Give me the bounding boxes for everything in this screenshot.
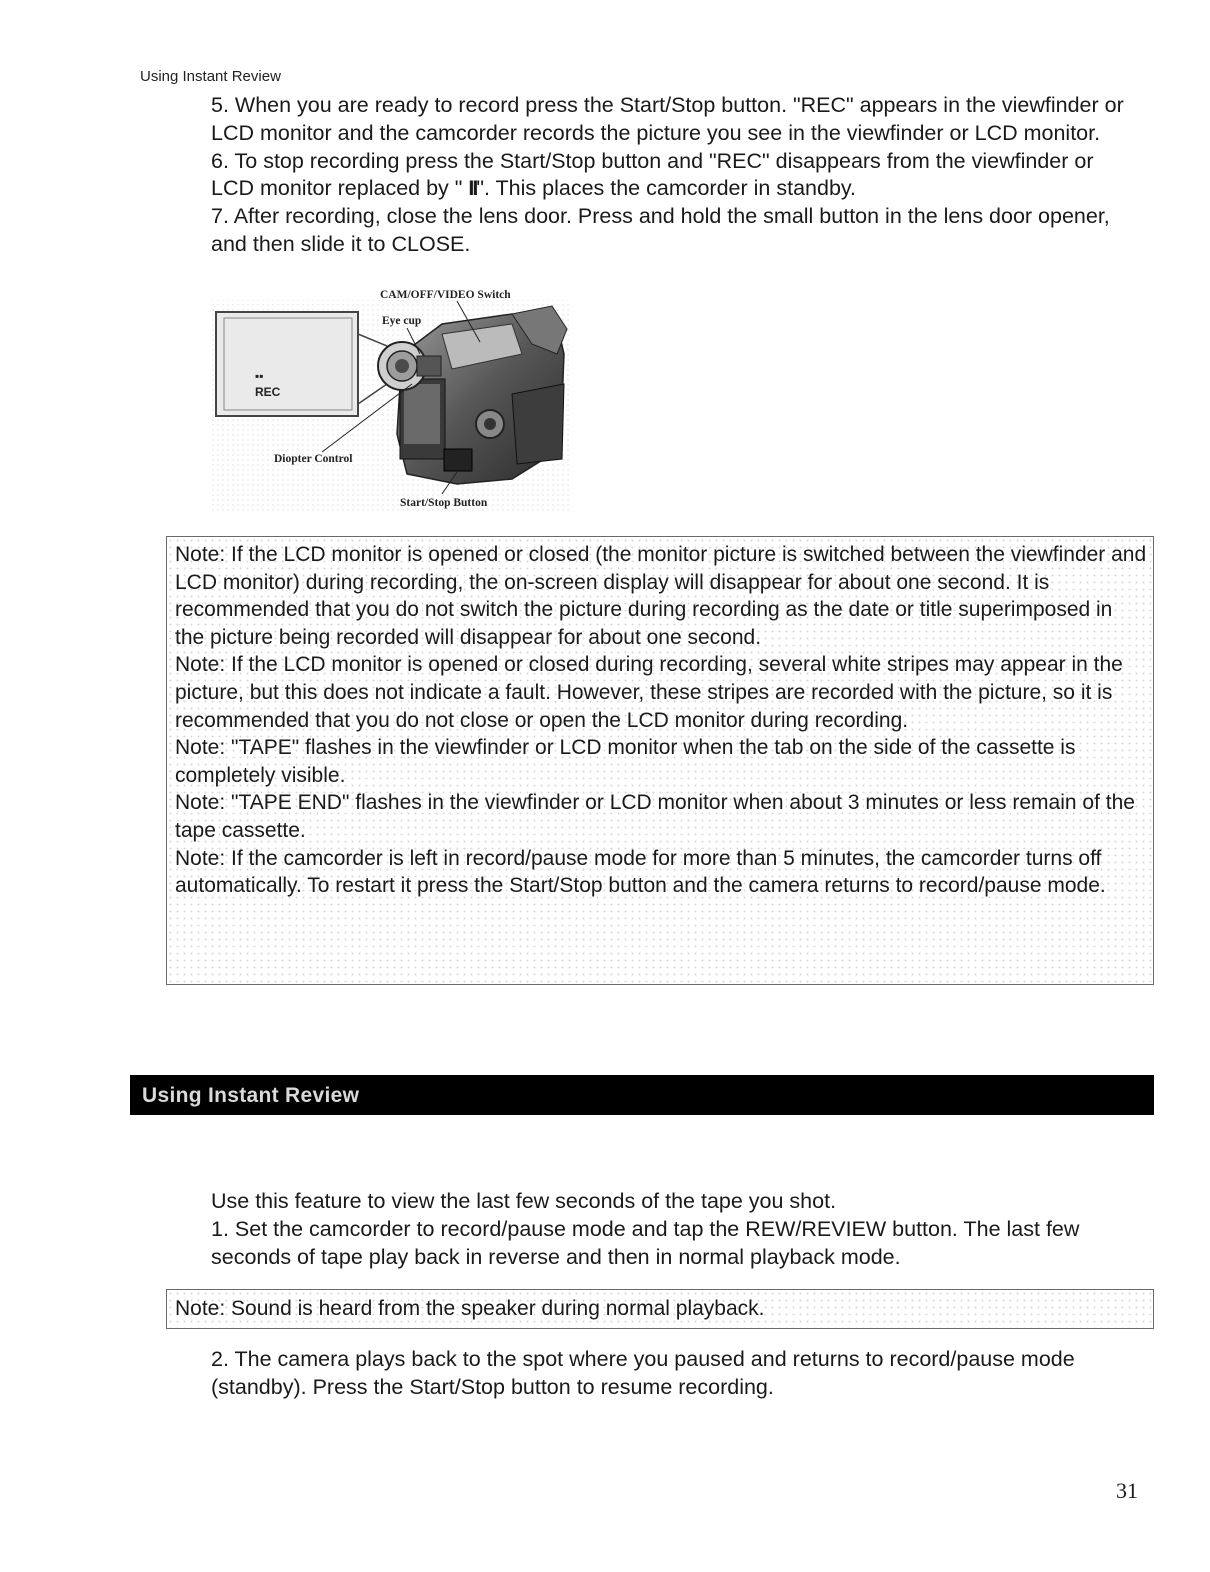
- recording-notes-box: [166, 536, 1154, 985]
- step-5: 5. When you are ready to record press the Start/Stop button. "REC" appears in the viewfinder or LCD monitor and the camcorder records the picture you see in the viewfinder or LCD monitor.: [211, 93, 1124, 145]
- viewfinder-display: [216, 312, 358, 416]
- note-tape-flash: Note: "TAPE" flashes in the viewfinder or LCD monitor when the tab on the side of the cassette is completely visible.: [175, 736, 1076, 787]
- page-number: 31: [1116, 1478, 1138, 1503]
- sound-note-box: [166, 1289, 1154, 1329]
- note-white-stripes: Note: If the LCD monitor is opened or closed during recording, several white stripes may appear in the picture, but this does not indicate a fault. However, these stripes are recorded with the picture, so it is recommended that you do not close or open the LCD monitor during recording.: [175, 653, 1123, 732]
- step-7: 7. After recording, close the lens door. Press and hold the small button in the lens door opener, and then slide it to CLOSE.: [211, 204, 1110, 256]
- label-start-stop-button: Start/Stop Button: [400, 497, 488, 509]
- instant-review-text: [211, 1187, 1151, 1271]
- label-cam-off-video-switch: CAM/OFF/VIDEO Switch: [380, 289, 511, 301]
- pause-symbol: II: [468, 176, 477, 201]
- rec-indicator: REC: [255, 385, 281, 399]
- recording-steps: [211, 92, 1141, 259]
- camcorder-figure: [212, 284, 572, 512]
- section-title: Using Instant Review: [142, 1084, 360, 1107]
- label-diopter-control: Diopter Control: [274, 453, 353, 465]
- note-auto-off: Note: If the camcorder is left in record/pause mode for more than 5 minutes, the camcorder turns off automatically. To restart it press the Start/Stop button and the camera returns to record/pause mode.: [175, 846, 1106, 898]
- note-sound: Note: Sound is heard from the speaker during normal playback.: [175, 1297, 765, 1320]
- review-step-1: 1. Set the camcorder to record/pause mode and tap the REW/REVIEW button. The last few seconds of tape play back in reverse and then in normal playback mode.: [211, 1217, 1080, 1269]
- camcorder-illustration: [212, 284, 572, 512]
- step-6-text-before: 6. To stop recording press the Start/Stop button and "REC" disappears from the viewfinder or LCD monitor replaced by ": [211, 148, 1094, 201]
- step-6-text-after: ". This places the camcorder in standby.: [476, 176, 857, 201]
- review-step-2-block: [211, 1345, 1151, 1401]
- section-header-bar: [130, 1075, 1154, 1115]
- rec-indicator-glyph: ▪▪: [255, 369, 264, 383]
- label-eye-cup: Eye cup: [382, 315, 422, 327]
- note-lcd-display: Note: If the LCD monitor is opened or closed (the monitor picture is switched between the viewfinder and LCD monitor) during recording, the on-screen display will disappear for about one second. It is recommended that you do not switch the picture during recording as the date or title superimposed in the picture being recorded will disappear for about one second.: [175, 543, 1147, 649]
- note-tape-end: Note: "TAPE END" flashes in the viewfinder or LCD monitor when about 3 minutes or less remain of the tape cassette.: [175, 791, 1135, 842]
- review-intro: Use this feature to view the last few seconds of the tape you shot.: [211, 1189, 837, 1213]
- review-step-2: 2. The camera plays back to the spot where you paused and returns to record/pause mode (standby). Press the Start/Stop button to resume recording.: [211, 1347, 1075, 1399]
- step-6: [211, 148, 1141, 204]
- running-head: Using Instant Review: [140, 68, 281, 85]
